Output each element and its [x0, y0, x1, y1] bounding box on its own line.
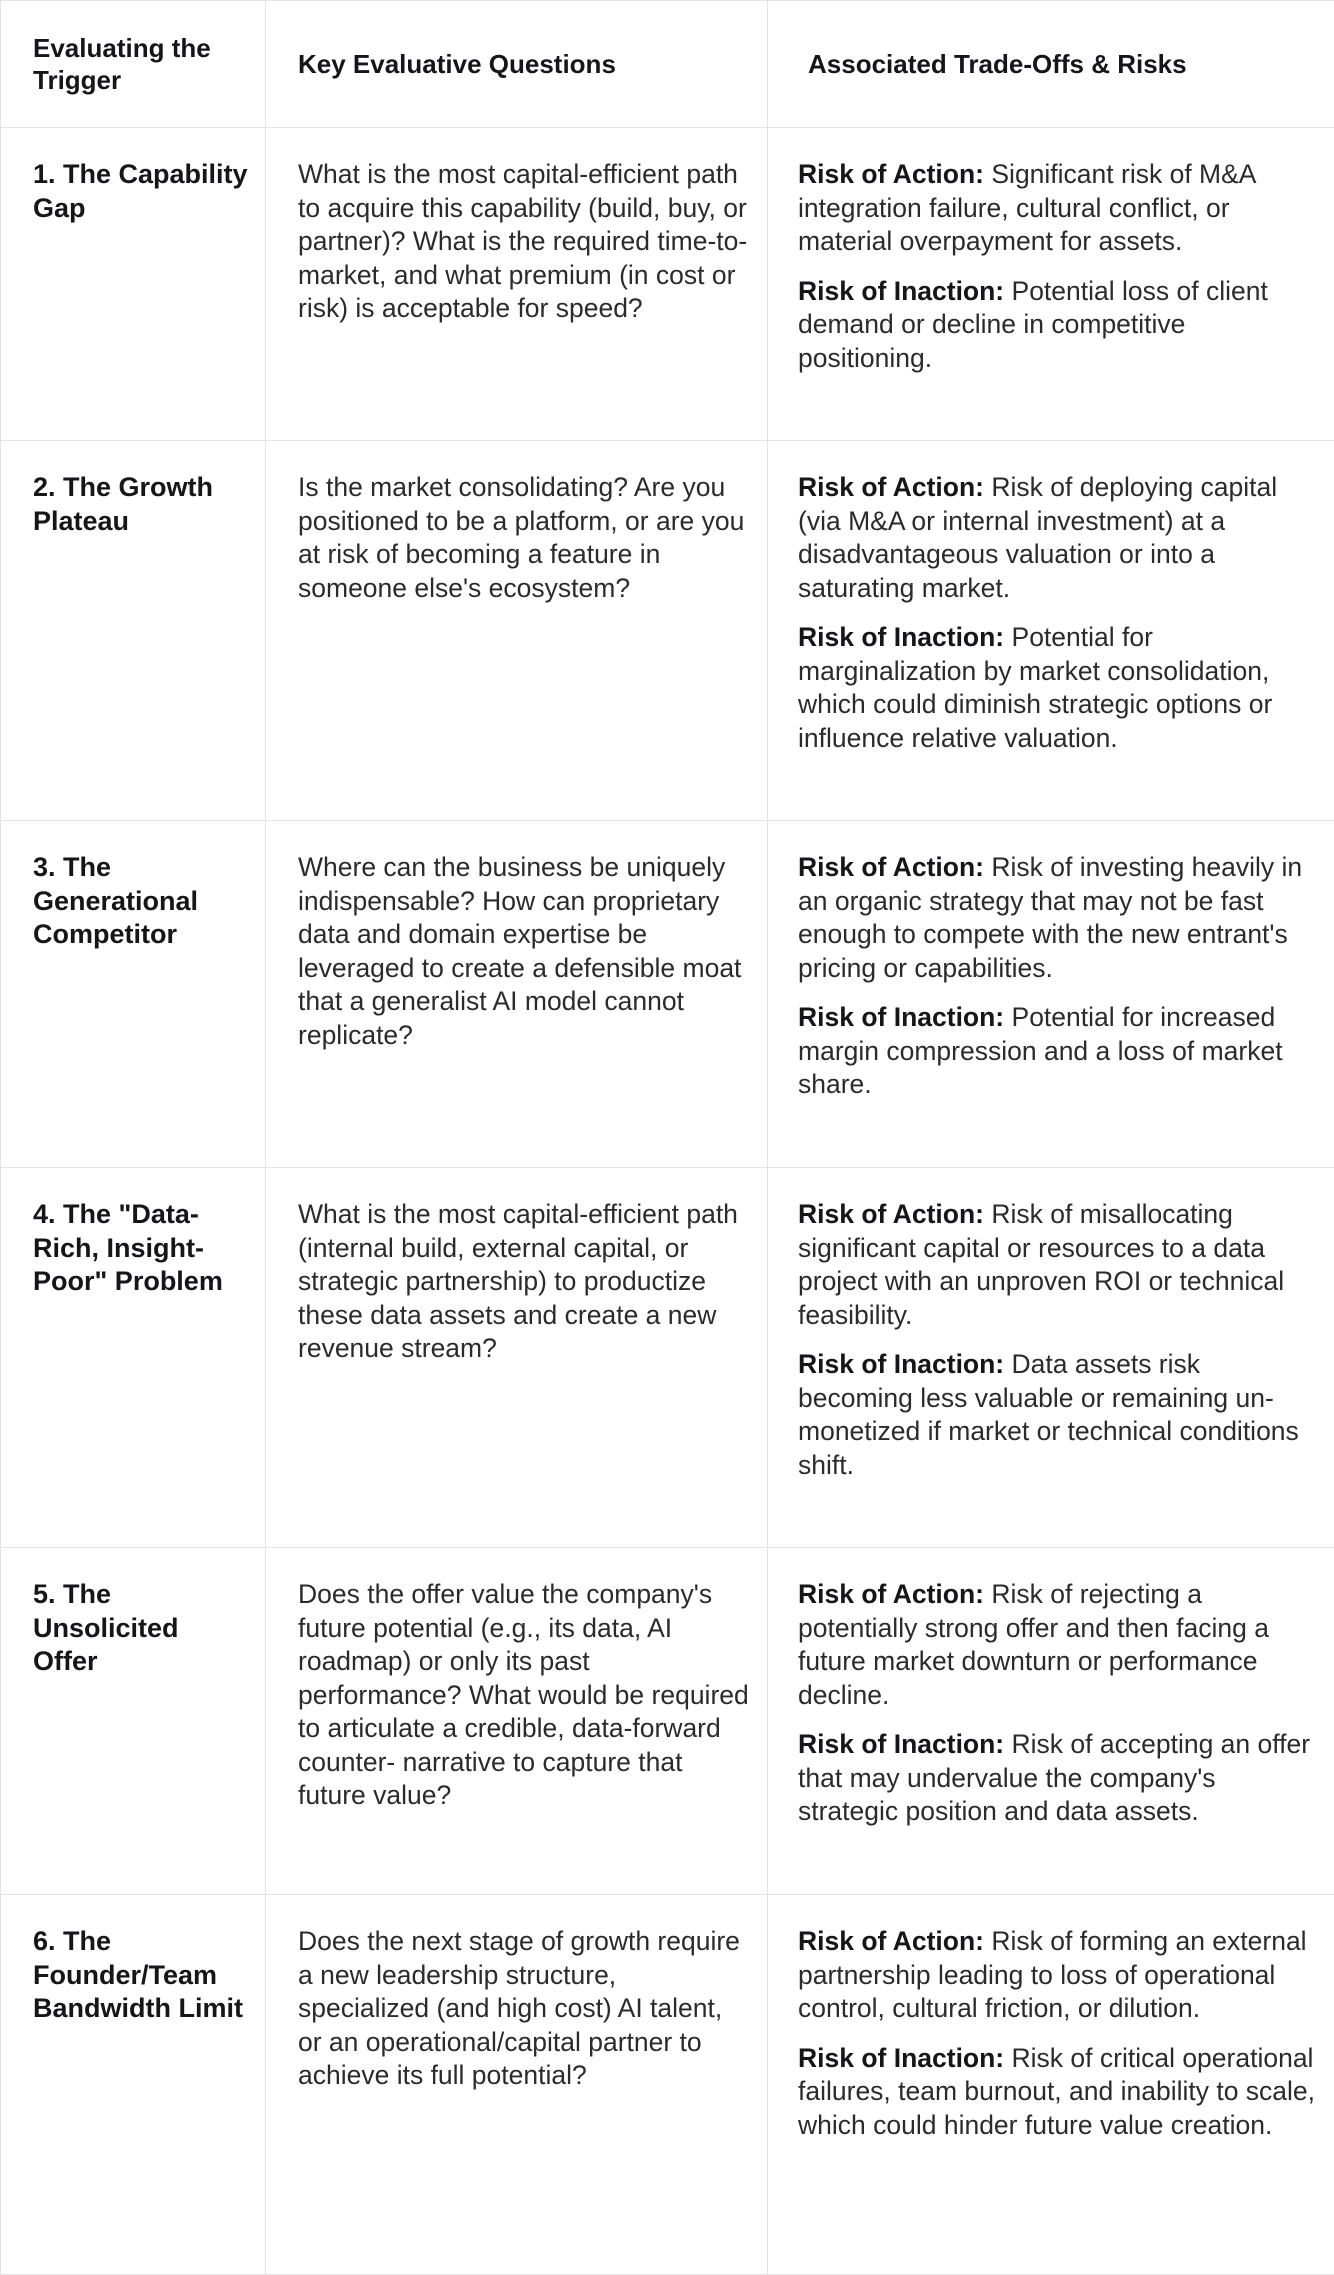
- table-row: [1, 441, 1334, 821]
- risk-of-action-label: Risk of Action:: [798, 159, 984, 189]
- risk-of-action-label: Risk of Action:: [798, 1579, 984, 1609]
- risk-cell: [768, 1168, 1334, 1548]
- header-trade-offs-risks: Associated Trade-Offs & Risks: [768, 1, 1334, 128]
- trigger-cell: 1. The Capability Gap: [1, 128, 266, 441]
- table-row: [1, 128, 1334, 441]
- trigger-cell: 3. The Generational Competitor: [1, 821, 266, 1168]
- risk-of-action: [798, 1198, 1318, 1332]
- risk-of-inaction: [798, 2042, 1318, 2143]
- risk-of-inaction-label: Risk of Inaction:: [798, 276, 1004, 306]
- risk-of-inaction-label: Risk of Inaction:: [798, 2043, 1004, 2073]
- risk-of-action-label: Risk of Action:: [798, 1199, 984, 1229]
- risk-of-inaction-text: Potential for marginalization by market consolidation, which could diminish strategic options or influence relative valuation.: [798, 622, 1272, 753]
- risk-of-inaction: [798, 1348, 1318, 1482]
- question-cell: Does the offer value the company's future potential (e.g., its data, AI roadmap) or only its past performance? What would be required to articulate a credible, data-forward counter- narrative to capture that future value?: [266, 1548, 768, 1895]
- risk-of-action: [798, 851, 1318, 985]
- trigger-cell: 6. The Founder/Team Bandwidth Limit: [1, 1895, 266, 2275]
- header-key-questions: Key Evaluative Questions: [266, 1, 768, 128]
- risk-cell: [768, 1548, 1334, 1895]
- risk-cell: [768, 1895, 1334, 2275]
- risk-of-inaction-text: Risk of critical operational failures, team burnout, and inability to scale, which could hinder future value creation.: [798, 2043, 1315, 2140]
- risk-of-action: [798, 1578, 1318, 1712]
- risk-cell: [768, 821, 1334, 1168]
- table-row: [1, 1895, 1334, 2275]
- risk-of-action-label: Risk of Action:: [798, 852, 984, 882]
- risk-of-inaction: [798, 621, 1318, 755]
- risk-of-action-text: Risk of investing heavily in an organic strategy that may not be fast enough to compete with the new entrant's pricing or capabilities.: [798, 852, 1302, 983]
- risk-of-action-label: Risk of Action:: [798, 1926, 984, 1956]
- risk-of-inaction-label: Risk of Inaction:: [798, 1002, 1004, 1032]
- risk-of-inaction-label: Risk of Inaction:: [798, 622, 1004, 652]
- risk-of-action-text: Risk of misallocating significant capital or resources to a data project with an unproven ROI or technical feasibility.: [798, 1199, 1284, 1330]
- risk-of-inaction-text: Risk of accepting an offer that may undervalue the company's strategic position and data assets.: [798, 1729, 1310, 1826]
- risk-of-action: [798, 471, 1318, 605]
- risk-cell: [768, 441, 1334, 821]
- risk-cell: [768, 128, 1334, 441]
- trigger-cell: 4. The "Data-Rich, Insight-Poor" Problem: [1, 1168, 266, 1548]
- risk-of-inaction-text: Potential for increased margin compression and a loss of market share.: [798, 1002, 1283, 1099]
- risk-of-inaction-label: Risk of Inaction:: [798, 1729, 1004, 1759]
- risk-of-action: [798, 1925, 1318, 2026]
- table-row: [1, 1168, 1334, 1548]
- risk-of-inaction: [798, 1001, 1318, 1102]
- header-evaluating-trigger: Evaluating the Trigger: [1, 1, 266, 128]
- question-cell: Does the next stage of growth require a new leadership structure, specialized (and high cost) AI talent, or an operational/capital partner to achieve its full potential?: [266, 1895, 768, 2275]
- question-cell: What is the most capital-efficient path to acquire this capability (build, buy, or partner)? What is the required time-to-market, and what premium (in cost or risk) is acceptable for speed?: [266, 128, 768, 441]
- risk-of-action: [798, 158, 1318, 259]
- risk-of-inaction: [798, 1728, 1318, 1829]
- table-header-row: [1, 1, 1334, 128]
- question-cell: Where can the business be uniquely indispensable? How can proprietary data and domain expertise be leveraged to create a defensible moat that a generalist AI model cannot replicate?: [266, 821, 768, 1168]
- risk-of-inaction-label: Risk of Inaction:: [798, 1349, 1004, 1379]
- risk-of-inaction: [798, 275, 1318, 376]
- risk-of-action-text: Risk of deploying capital (via M&A or internal investment) at a disadvantageous valuation or into a saturating market.: [798, 472, 1277, 603]
- question-cell: Is the market consolidating? Are you positioned to be a platform, or are you at risk of becoming a feature in someone else's ecosystem?: [266, 441, 768, 821]
- table-row: [1, 821, 1334, 1168]
- trigger-cell: 2. The Growth Plateau: [1, 441, 266, 821]
- risk-of-action-label: Risk of Action:: [798, 472, 984, 502]
- table-row: [1, 1548, 1334, 1895]
- trigger-cell: 5. The Unsolicited Offer: [1, 1548, 266, 1895]
- risk-of-action-text: Risk of forming an external partnership leading to loss of operational control, cultural friction, or dilution.: [798, 1926, 1307, 2023]
- question-cell: What is the most capital-efficient path (internal build, external capital, or strategic partnership) to productize these data assets and create a new revenue stream?: [266, 1168, 768, 1548]
- risk-of-action-text: Risk of rejecting a potentially strong offer and then facing a future market downturn or performance decline.: [798, 1579, 1269, 1710]
- risk-of-action-text: Significant risk of M&A integration failure, cultural conflict, or material overpayment for assets.: [798, 159, 1255, 256]
- risk-of-inaction-text: Potential loss of client demand or decline in competitive positioning.: [798, 276, 1268, 373]
- risk-of-inaction-text: Data assets risk becoming less valuable or remaining un-monetized if market or technical conditions shift.: [798, 1349, 1299, 1480]
